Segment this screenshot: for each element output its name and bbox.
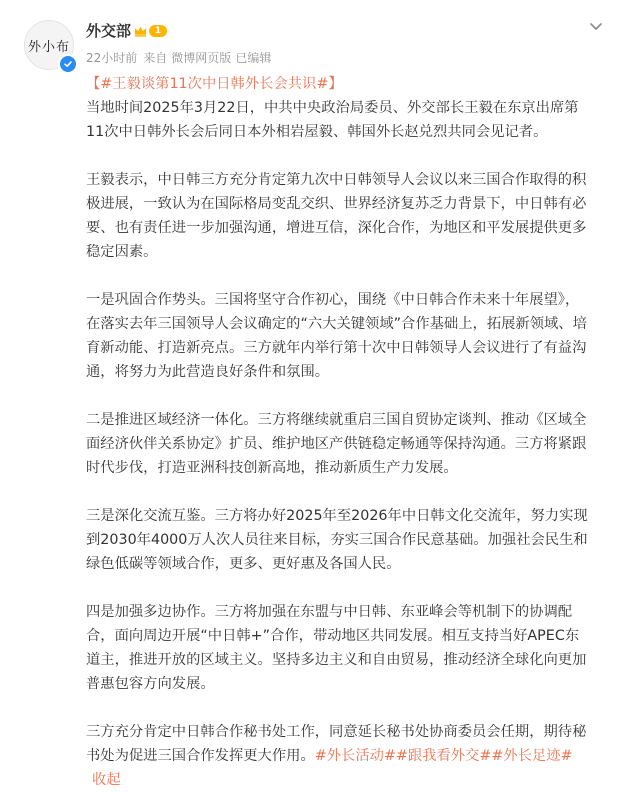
post-time[interactable]: 22小时前 (86, 51, 138, 65)
verified-badge-icon (58, 54, 78, 74)
author-name[interactable]: 外交部 (86, 22, 132, 40)
collapse-link[interactable]: 收起 (92, 772, 121, 788)
post-meta (86, 50, 277, 66)
chevron-down-icon[interactable] (588, 18, 604, 34)
post-source: 微博网页版 (171, 51, 232, 65)
source-prefix: 来自 (143, 51, 168, 65)
avatar-logo: 外小布 (27, 39, 70, 55)
post-paragraph: 三是深化交流互鉴。三方将办好2025年至2026年中日韩文化交流年，努力实现到2030年4000万人次人员往来目标，夯实三国合作民意基础。加强社会民生和绿色低碳等领域合作，更多、更好惠及各国人民。 (86, 508, 588, 572)
hashtag-link[interactable]: #跟我看外交# (395, 748, 492, 764)
post-paragraph: 王毅表示，中日韩三方充分肯定第九次中日韩领导人会议以来三国合作取得的积极进展，一致认为在国际格局变乱交织、世界经济复苏乏力背景下，中日韩有必要、也有责任进一步加强沟通，增进互信，深化合作，为地区和平发展提供更多稳定因素。 (86, 172, 587, 260)
vip-crown-icon (133, 23, 148, 39)
vip-badge[interactable] (133, 23, 167, 39)
post-paragraph: 一是巩固合作势头。三国将坚守合作初心，围绕《中日韩合作未来十年展望》，在落实去年三国领导人会议确定的“六大关键领域”合作基础上，拓展新领域、培育新动能、打造新亮点。三方就年内举行第十次中日韩领导人会议进行了有益沟通，将努力为此营造良好条件和氛围。 (86, 292, 587, 380)
hashtag-link[interactable]: #外长活动# (314, 748, 396, 764)
edited-label[interactable]: 已编辑 (235, 51, 272, 65)
hashtag-link[interactable]: #外长足迹# (491, 748, 573, 764)
title-bracket-close: 】 (328, 76, 343, 92)
post-paragraph: 四是加强多边协作。三方将加强在东盟与中日韩、东亚峰会等机制下的协调配合，面向周边开展“中日韩+”合作，带动地区共同发展。相互支持当好APEC东道主，推进开放的区域主义。坚持多边主义和自由贸易，推动经济全球化向更加普惠包容方向发展。 (86, 604, 587, 692)
title-topic-link[interactable]: #王毅谈第11次中日韩外长会共识# (100, 76, 329, 92)
post-paragraph: 二是推进区域经济一体化。三方将继续就重启三国自贸协定谈判、推动《区域全面经济伙伴关系协定》扩员、维护地区产供链稳定畅通等保持沟通。三方将紧跟时代步伐，打造亚洲科技创新高地，推动新质生产力发展。 (86, 412, 587, 476)
title-bracket-open: 【 (86, 76, 101, 92)
post-content (86, 72, 592, 792)
post-intro-text: 当地时间2025年3月22日，中共中央政治局委员、外交部长王毅在东京出席第11次中日韩外长会后同日本外相岩屋毅、韩国外长赵兑烈共同会见记者。 (86, 100, 579, 140)
post-closing-text: 三方充分肯定中日韩合作秘书处工作，同意延长秘书处协商委员会任期，期待秘书处为促进三国合作发挥更大作用。 (86, 724, 587, 764)
post-paragraph-last (86, 720, 592, 792)
vip-level: 1 (149, 25, 167, 37)
post-paragraph-intro (86, 72, 592, 144)
